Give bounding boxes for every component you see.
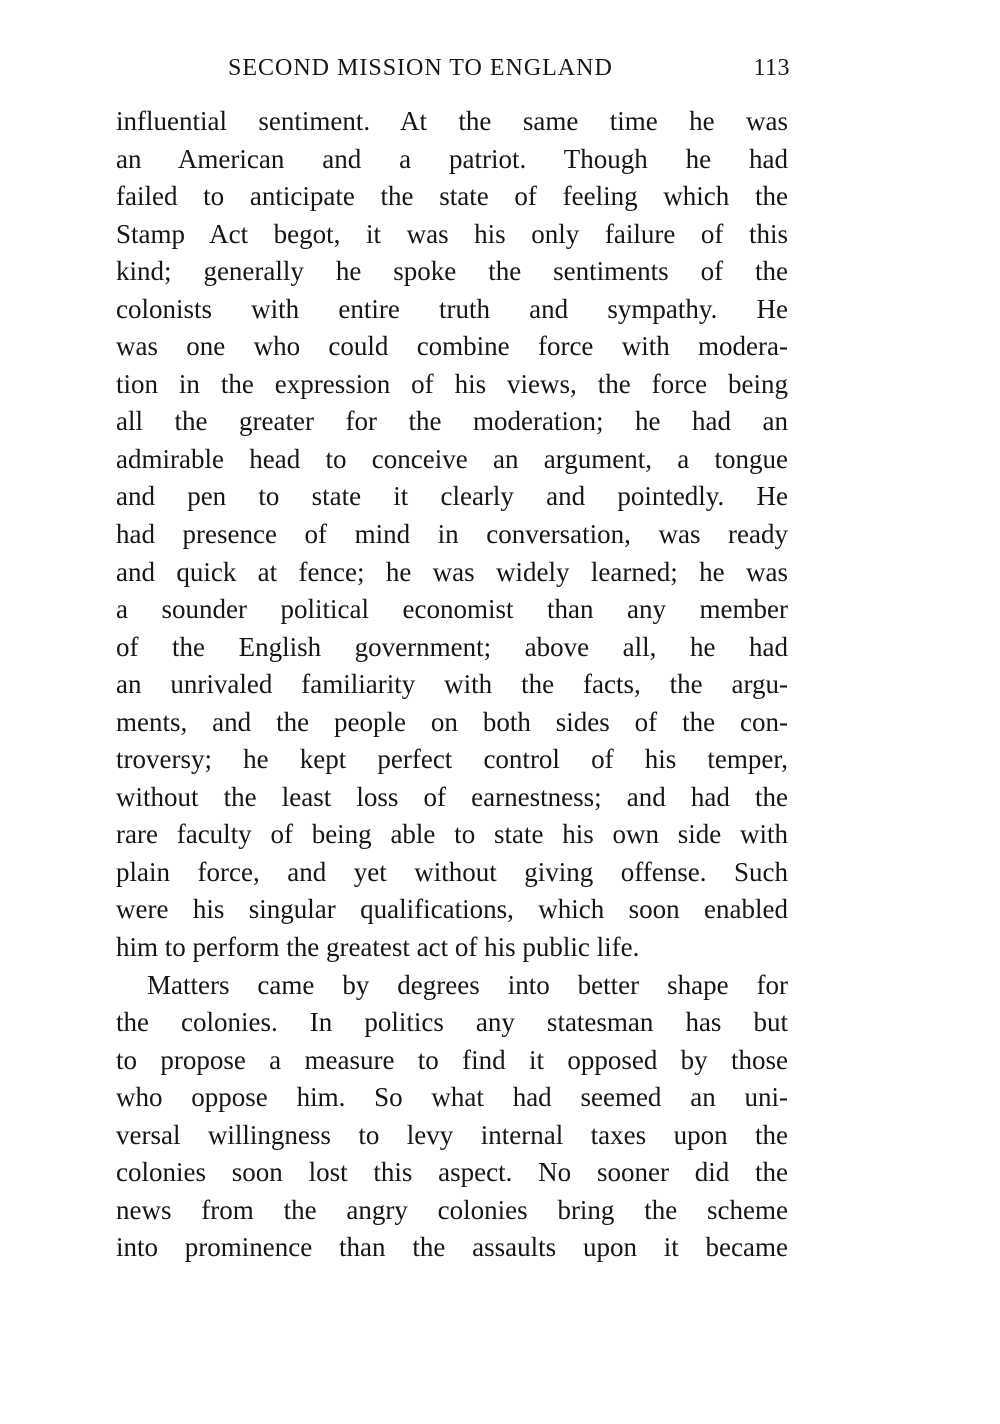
paragraph-1	[116, 103, 788, 967]
text-line: admirable head to conceive an argument, a tongue	[116, 443, 788, 474]
text-line: him to perform the greatest act of his public life.	[116, 932, 640, 963]
text-line: who oppose him. So what had seemed an uni-	[116, 1082, 788, 1113]
text-line: and pen to state it clearly and pointedly. He	[116, 481, 788, 512]
text-line: to propose a measure to find it opposed by those	[116, 1044, 788, 1075]
text-line: all the greater for the moderation; he had an	[116, 406, 788, 437]
text-line: an American and a patriot. Though he had	[116, 143, 788, 174]
running-title: SECOND MISSION TO ENGLAND	[228, 55, 613, 81]
text-line: a sounder political economist than any member	[116, 594, 788, 625]
text-line: ments, and the people on both sides of the con-	[116, 706, 788, 737]
text-line: kind; generally he spoke the sentiments of the	[116, 256, 788, 287]
text-line: without the least loss of earnestness; and had the	[116, 781, 788, 812]
text-line: tion in the expression of his views, the force being	[116, 368, 788, 399]
running-head	[116, 52, 790, 84]
text-line: colonists with entire truth and sympathy. He	[116, 293, 788, 324]
text-line: rare faculty of being able to state his own side with	[116, 819, 788, 850]
text-line: were his singular qualifications, which soon enabled	[116, 894, 788, 925]
text-line: colonies soon lost this aspect. No sooner did the	[116, 1157, 788, 1188]
text-line: news from the angry colonies bring the scheme	[116, 1194, 788, 1225]
text-line: was one who could combine force with modera-	[116, 331, 788, 362]
text-line: had presence of mind in conversation, was ready	[116, 519, 788, 550]
page-number: 113	[753, 55, 790, 81]
text-line: influential sentiment. At the same time he was	[116, 106, 788, 136]
text-line: versal willingness to levy internal taxes upon the	[116, 1119, 788, 1150]
paragraph-2	[116, 967, 788, 1267]
text-line: failed to anticipate the state of feeling which the	[116, 181, 788, 212]
text-line: Matters came by degrees into better shape for	[147, 969, 788, 1000]
text-line: of the English government; above all, he had	[116, 631, 788, 662]
text-line: troversy; he kept perfect control of his temper,	[116, 744, 788, 775]
text-line: into prominence than the assaults upon it became	[116, 1232, 788, 1263]
text-line: Stamp Act begot, it was his only failure of this	[116, 218, 788, 249]
text-line: an unrivaled familiarity with the facts, the argu-	[116, 669, 788, 700]
text-line: and quick at fence; he was widely learned; he was	[116, 556, 788, 587]
text-line: plain force, and yet without giving offense. Such	[116, 856, 788, 887]
text-line: the colonies. In politics any statesman has but	[116, 1007, 788, 1038]
body-text	[116, 103, 788, 1267]
